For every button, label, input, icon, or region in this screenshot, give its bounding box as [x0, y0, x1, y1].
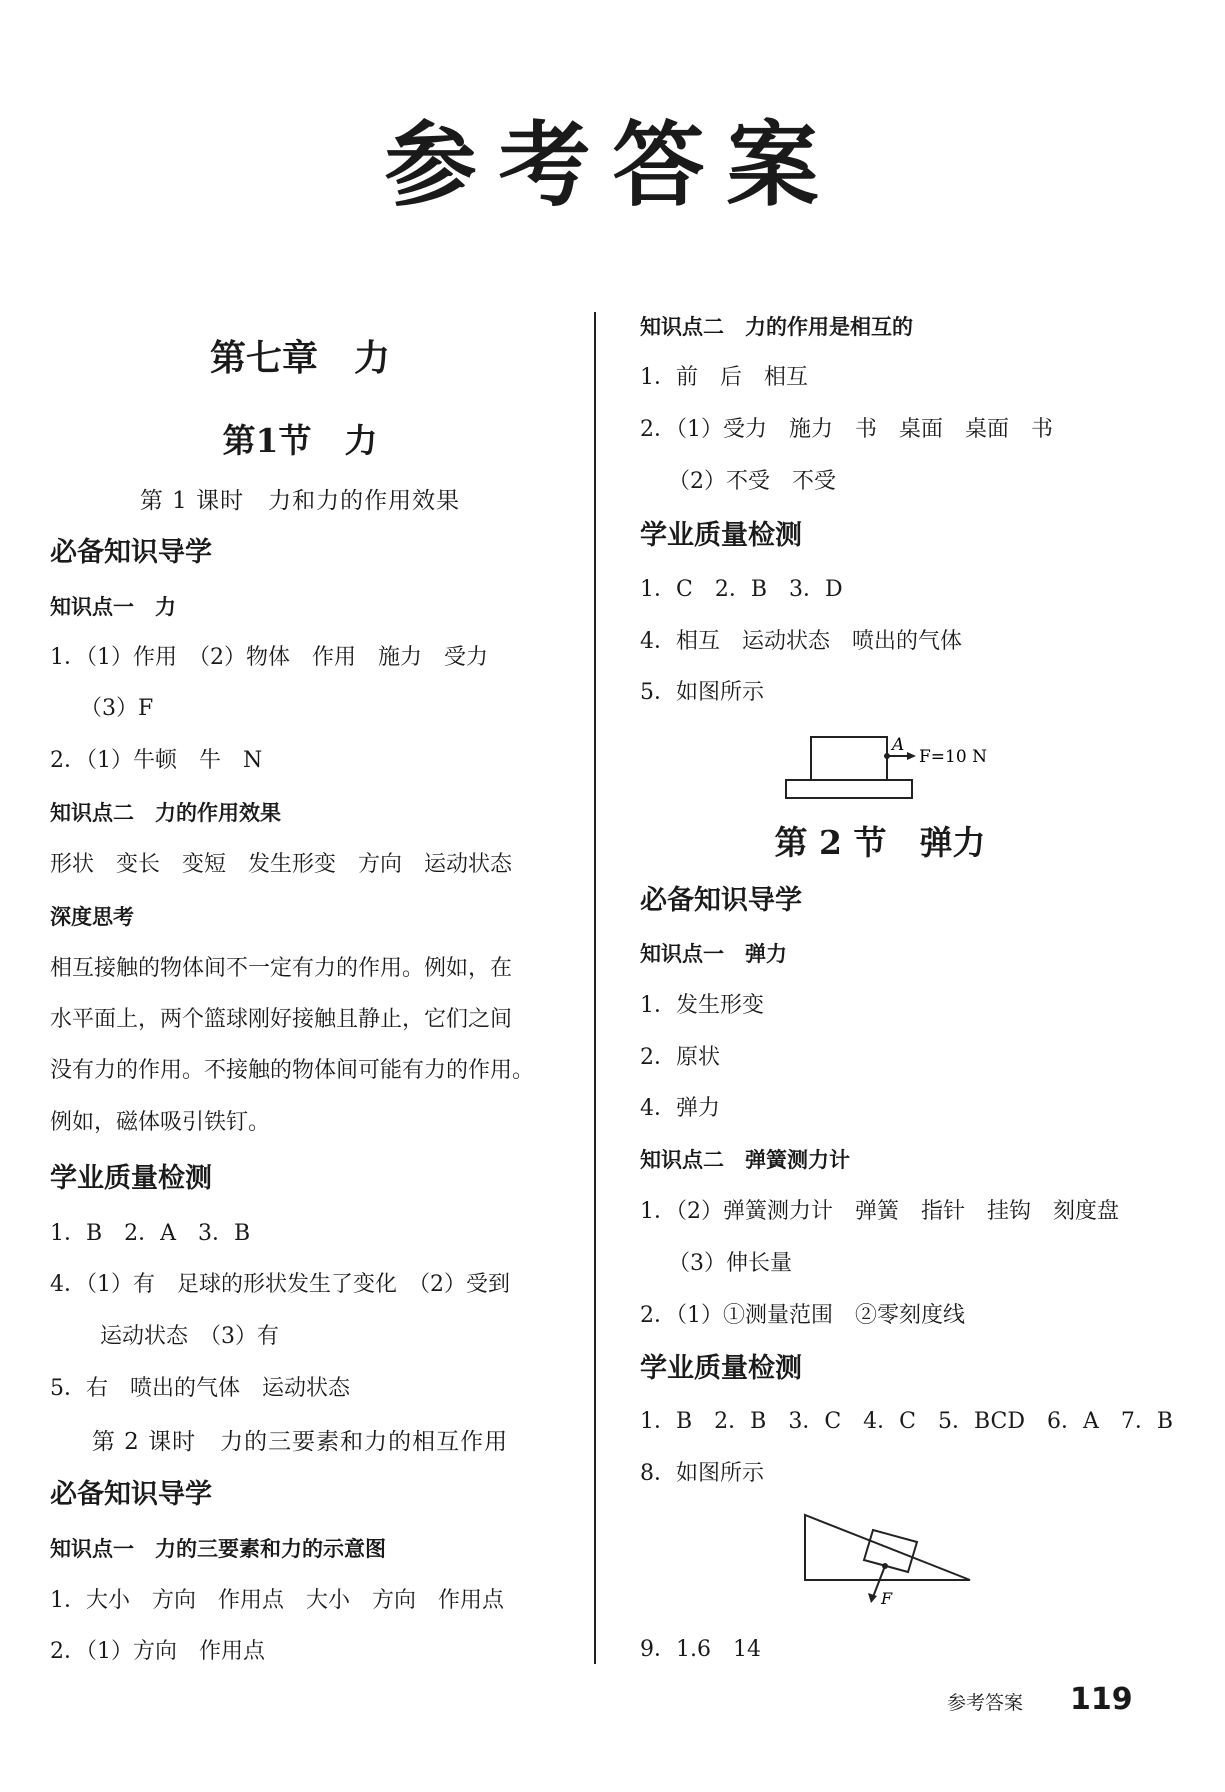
answer-line: 9．1.6 14 [640, 1637, 761, 1662]
knowledge-point-r3: 知识点二 弹簧测力计 [640, 1148, 850, 1172]
paragraph-line: 水平面上，两个篮球刚好接触且静止，它们之间 [50, 1007, 513, 1032]
paragraph-line: 相互接触的物体间不一定有力的作用。例如，在 [50, 956, 513, 981]
section-title-1: 第1节 力 [222, 421, 378, 460]
answer-line: 2．（1）受力 施力 书 桌面 桌面 书 [640, 417, 1053, 442]
answer-line: 2．原状 [640, 1045, 720, 1070]
answer-line: 1．（2）弹簧测力计 弹簧 指针 挂钩 刻度盘 [640, 1199, 1119, 1224]
page-title: 参考答案 [384, 111, 841, 219]
answer-line: 4．（1）有 足球的形状发生了变化 （2）受到 [50, 1272, 510, 1297]
answer-line: 形状 变长 变短 发生形变 方向 运动状态 [50, 852, 513, 877]
answer-line: 1．（1）作用 （2）物体 作用 施力 受力 [50, 645, 488, 670]
force-label: F [881, 1589, 893, 1608]
answer-line: （2）不受 不受 [668, 469, 836, 494]
answer-line: 4．相互 运动状态 喷出的气体 [640, 629, 962, 654]
force-diagram-1 [780, 725, 1000, 805]
column-divider [594, 312, 596, 1664]
answer-line: （3）伸长量 [668, 1251, 792, 1276]
page-number: 119 [1070, 1682, 1133, 1717]
heading-bibei-1: 必备知识导学 [50, 537, 212, 568]
answer-line: 1．B 2．B 3．C 4．C 5．BCD 6．A 7．B [640, 1409, 1174, 1434]
lesson-title-1: 第 1 课时 力和力的作用效果 [139, 488, 461, 514]
paragraph-line: 没有力的作用。不接触的物体间可能有力的作用。 [50, 1058, 535, 1083]
heading-quality-1: 学业质量检测 [50, 1163, 212, 1194]
block-shape [811, 737, 887, 780]
force-diagram-2 [795, 1505, 985, 1610]
force-arrow-head [868, 1593, 877, 1603]
block-on-incline [864, 1530, 917, 1572]
footer-label: 参考答案 [947, 1692, 1024, 1714]
lesson-title-2: 第 2 课时 力的三要素和力的相互作用 [91, 1429, 509, 1455]
answer-line: 2．（1）①测量范围 ②零刻度线 [640, 1303, 965, 1328]
answer-line: 8．如图所示 [640, 1461, 764, 1486]
answer-line: 1．C 2．B 3．D [640, 577, 843, 602]
knowledge-point-3: 知识点一 力的三要素和力的示意图 [50, 1537, 386, 1561]
answer-line: 2．（1）方向 作用点 [50, 1639, 265, 1664]
section-title-2: 第 2 节 弹力 [774, 823, 986, 862]
knowledge-point-r2: 知识点一 弹力 [640, 942, 787, 966]
answer-line: 4．弹力 [640, 1096, 720, 1121]
answer-line: 1．前 后 相互 [640, 365, 808, 390]
knowledge-point-2: 知识点二 力的作用效果 [50, 801, 281, 825]
deep-thinking-label: 深度思考 [50, 905, 134, 929]
answer-line: 5．右 喷出的气体 运动状态 [50, 1376, 350, 1401]
answer-line: 2．（1）牛顿 牛 N [50, 748, 263, 773]
heading-bibei-r: 必备知识导学 [640, 885, 802, 916]
answer-line: 5．如图所示 [640, 680, 764, 705]
answer-line: （3）F [80, 696, 154, 721]
answer-line: 1．发生形变 [640, 993, 764, 1018]
point-label: A [892, 735, 905, 755]
heading-bibei-2: 必备知识导学 [50, 1479, 212, 1510]
paragraph-line: 例如，磁体吸引铁钉。 [50, 1110, 271, 1135]
table-shape [786, 780, 912, 798]
chapter-title: 第七章 力 [209, 337, 390, 379]
incline-shape [805, 1515, 970, 1580]
answer-line: 1．B 2．A 3．B [50, 1221, 251, 1246]
answer-line: 运动状态 （3）有 [100, 1324, 279, 1349]
knowledge-point-1: 知识点一 力 [50, 595, 176, 619]
force-label: F=10 N [919, 747, 987, 767]
heading-quality-r1: 学业质量检测 [640, 520, 802, 551]
knowledge-point-r1: 知识点二 力的作用是相互的 [640, 315, 913, 339]
force-arrow-head [907, 752, 916, 760]
answer-line: 1．大小 方向 作用点 大小 方向 作用点 [50, 1588, 504, 1613]
heading-quality-r2: 学业质量检测 [640, 1353, 802, 1384]
